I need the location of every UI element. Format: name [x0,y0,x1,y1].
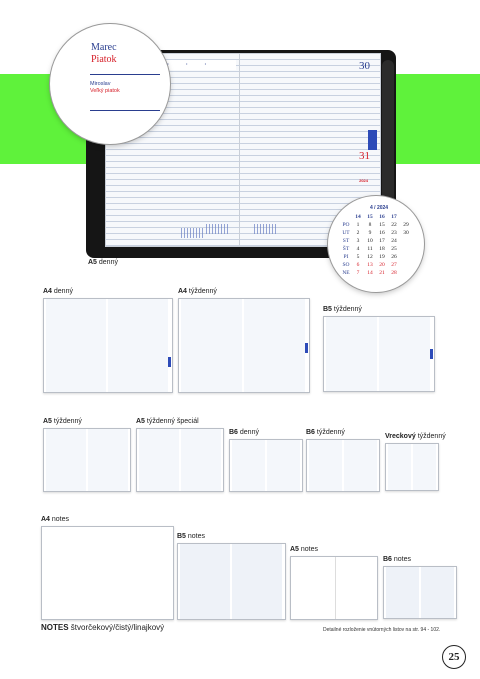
mini-calendar-cell: UT [342,230,350,236]
label-a5-weekly: A5 týždenný [43,418,82,425]
mini-calendar-cell: 18 [379,246,385,252]
mini-calendar-cell: 30 [403,230,409,236]
mini-calendar-cell: 28 [391,270,397,276]
hero-caption: A5 denný [88,259,118,266]
sample-b6-weekly [306,439,380,492]
zoom-circle-date-header [50,24,170,144]
mini-calendar-header: 4 / 2024 [370,205,389,211]
mini-calendar-cell: 12 [367,254,373,260]
sample-pocket-weekly [385,443,439,491]
mini-calendar-cell: 19 [379,254,385,260]
sample-a5-weekly-special [136,428,224,492]
mini-calendar-cell: 26 [391,254,397,260]
holiday-label: Veľký piatok [90,88,120,94]
label-b5-weekly: B5 týždenný [323,306,362,313]
ribbon-marker [368,130,377,150]
mini-calendar-cell: SO [342,262,350,268]
mini-calendar [206,224,228,234]
mini-calendar-row [340,237,412,245]
mini-calendar-cell: 17 [379,238,385,244]
mini-calendar-cell: 14 [367,270,373,276]
mini-calendar-cell: ST [342,238,350,244]
mini-calendar-cell: PO [342,222,350,228]
mini-calendar-cell [400,245,412,253]
mini-calendar-cell: 17 [391,214,397,220]
label-b5-notes: B5 notes [177,533,206,540]
mini-calendar-cell: 22 [391,222,397,228]
label-a4-notes: A4 notes [41,516,70,523]
mini-calendar-cell: 21 [379,270,385,276]
mini-calendar-row [340,269,412,277]
label-b6-daily: B6 denný [229,429,259,436]
mini-calendar-row [340,253,412,261]
mini-calendar-cell: 15 [367,214,373,220]
mini-calendar-cell: 6 [356,262,360,268]
day-name-label: Piatok [91,54,117,65]
label-b6-notes: B6 notes [383,556,412,563]
divider [90,110,160,111]
label-pocket-weekly: Vreckový týždenný [385,433,446,440]
mini-calendar-cell: 1 [356,222,360,228]
month-label: Marec [91,42,117,53]
mini-calendar-cell [340,213,352,221]
notes-caption: NOTES štvorčekový/čistý/linajkový [41,623,165,632]
mini-calendar-row [340,245,412,253]
mini-calendar-cell [400,269,412,277]
weekday-row: • • • [167,62,206,66]
mini-calendar-cell: 3 [356,238,360,244]
day-number-top: 30 [359,60,370,72]
page-number: 25 [442,645,466,669]
mini-calendar-cell [400,237,412,245]
mini-calendar-cell: NE [342,270,350,276]
mini-calendar-cell: 5 [356,254,360,260]
mini-calendar-cell: 7 [356,270,360,276]
sample-a5-notes [290,556,378,620]
sample-b5-notes [177,543,286,620]
sample-b6-notes [383,566,457,619]
mini-calendar [254,224,276,234]
day-number-bottom: 31 [359,150,370,162]
label-a4-weekly: A4 týždenný [178,288,217,295]
mini-calendar-cell: 14 [355,214,361,220]
mini-calendar-cell: 23 [391,230,397,236]
mini-calendar-row [340,229,412,237]
mini-calendar-cell [400,213,412,221]
mini-calendar-cell: 24 [391,238,397,244]
mini-calendar-cell: 20 [379,262,385,268]
zoom-circle-mini-calendar [328,196,424,292]
sample-b6-daily [229,439,303,492]
sample-a4-weekly [178,298,310,393]
sample-a5-weekly [43,428,131,492]
mini-calendar-row [340,261,412,269]
mini-calendar-cell: 13 [367,262,373,268]
name-day-label: Miroslav [90,81,111,87]
mini-calendar-cell: 16 [379,214,385,220]
red-note: 2024 [359,178,368,183]
mini-calendar-cell: PI [343,254,349,260]
label-a4-daily: A4 denný [43,288,73,295]
mini-calendar-cell: 29 [403,222,409,228]
mini-calendar-cell: 25 [391,246,397,252]
sample-a4-daily [43,298,173,393]
mini-calendar-cell: 4 [356,246,360,252]
mini-calendar-cell [400,253,412,261]
mini-calendar-cell [400,261,412,269]
label-b6-weekly: B6 týždenný [306,429,345,436]
mini-calendar [181,228,203,238]
label-a5-weekly-special: A5 týždenný špeciál [136,418,199,425]
mini-calendar-cell: ŠT [342,246,350,252]
mini-calendar-row [340,221,412,229]
mini-calendar-cell: 9 [368,230,372,236]
label-a5-notes: A5 notes [290,546,319,553]
mini-calendar-cell: 11 [367,246,373,252]
mini-calendar-cell: 2 [356,230,360,236]
mini-calendar-cell: 8 [368,222,372,228]
detail-note: Detailné rozloženie vnútorných listov na str. 94 - 102. [323,627,441,633]
mini-calendar-grid [340,213,412,277]
mini-calendar-cell: 10 [367,238,373,244]
mini-calendar-cell: 16 [379,230,385,236]
sample-b5-weekly [323,316,435,392]
sample-a4-notes [41,526,174,620]
mini-calendar-cell: 27 [391,262,397,268]
mini-calendar-cell: 15 [379,222,385,228]
divider [90,74,160,75]
mini-calendar-row [340,213,412,221]
